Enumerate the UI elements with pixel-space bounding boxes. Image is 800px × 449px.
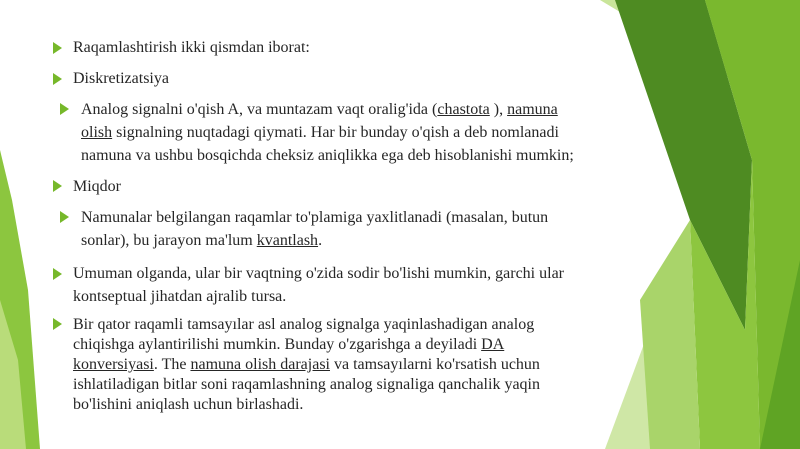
text-run: Analog signalni o'qish A, va muntazam vaqt oralig'ida ( xyxy=(81,101,438,118)
sub-bullet-line: namuna va ushbu bosqichda cheksiz aniqlikka ega deb hisoblanishi mumkin; xyxy=(81,147,574,164)
bullet-arrow-icon xyxy=(53,73,62,85)
sub-bullet-arrow-icon xyxy=(60,103,69,115)
bullet-arrow-icon xyxy=(53,318,62,330)
bullet-text: bo'lishini aniqlash uchun birlashadi. xyxy=(73,396,304,413)
link-namuna-olish-darajasi[interactable]: namuna olish darajasi xyxy=(190,356,330,373)
text-run: ), xyxy=(489,101,508,118)
bullet-arrow-icon xyxy=(53,268,62,280)
bullet-text: kontseptual jihatdan ajralib tursa. xyxy=(73,288,287,305)
bullet-text xyxy=(73,354,540,376)
text-run: chiqishga aylantirilishi mumkin. Bunday o'zgarishga a deyiladi xyxy=(73,336,482,353)
link-da-konversiyasi[interactable]: konversiyasi xyxy=(73,356,154,373)
bullet-text xyxy=(73,334,504,356)
sub-bullet-arrow-icon xyxy=(60,211,69,223)
link-namuna-olish[interactable]: olish xyxy=(81,124,113,141)
sub-bullet-line xyxy=(81,122,559,144)
bullet-text: Miqdor xyxy=(73,178,121,195)
text-run: . The xyxy=(153,356,191,373)
link-da-konversiyasi[interactable]: DA xyxy=(481,336,505,353)
bullet-text: ishlatiladigan bitlar soni raqamlashning analog signaliga qanchalik yaqin xyxy=(73,376,540,393)
bullet-arrow-icon xyxy=(53,180,62,192)
bullet-arrow-icon xyxy=(53,42,62,54)
text-run: . xyxy=(318,232,323,249)
text-run: signalning nuqtadagi qiymati. Har bir bunday o'qish a deb nomlanadi xyxy=(112,124,559,141)
bullet-text: Bir qator raqamli tamsayılar asl analog signalga yaqinlashadigan analog xyxy=(73,316,535,333)
bullet-text: Umuman olganda, ular bir vaqtning o'zida sodir bo'lishi mumkin, garchi ular xyxy=(73,265,564,282)
bullet-text: Diskretizatsiya xyxy=(73,70,169,87)
link-namuna-olish[interactable]: namuna xyxy=(507,101,558,118)
sub-bullet-line: Namunalar belgilangan raqamlar to'plamiga yaxlitlanadi (masalan, butun xyxy=(81,209,549,226)
link-chastota[interactable]: chastota xyxy=(437,101,490,118)
bullet-text: Raqamlashtirish ikki qismdan iborat: xyxy=(73,39,310,56)
sub-bullet-line xyxy=(81,99,558,121)
text-run: sonlar), bu jarayon ma'lum xyxy=(81,232,257,249)
sub-bullet-line xyxy=(81,230,322,252)
link-kvantlash[interactable]: kvantlash xyxy=(256,232,319,249)
text-run: va tamsayılarni ko'rsatish uchun xyxy=(329,356,540,373)
